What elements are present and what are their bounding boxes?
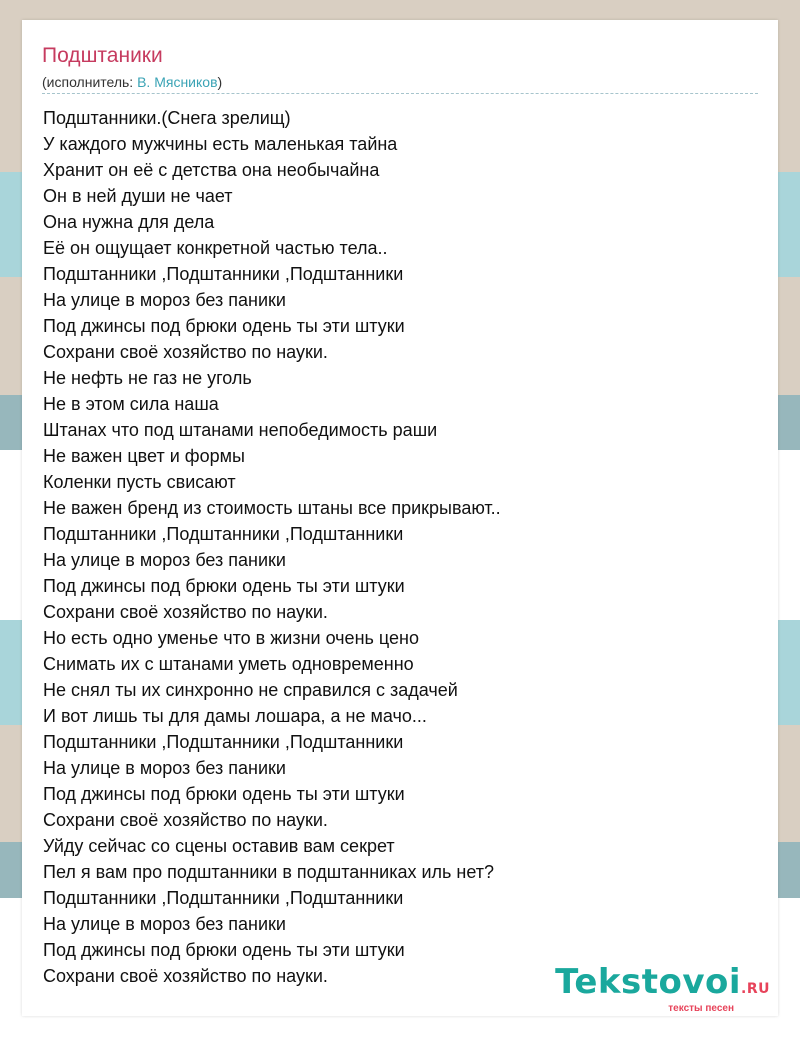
lyric-line: На улице в мороз без паники xyxy=(43,914,286,934)
lyric-line: Штанах что под штанами непобедимость раши xyxy=(43,420,438,440)
lyric-line: Не снял ты их синхронно не справился с задачей xyxy=(43,680,458,700)
lyric-line: Её он ощущает конкретной частью тела.. xyxy=(43,238,388,258)
dashed-divider xyxy=(42,93,758,94)
logo-wordmark xyxy=(555,962,770,1009)
lyric-line: Под джинсы под брюки одень ты эти штуки xyxy=(43,784,405,804)
lyric-line: Сохрани своё хозяйство по науки. xyxy=(43,966,328,986)
lyric-line: Подштанники ,Подштанники ,Подштанники xyxy=(43,524,404,544)
lyrics-card xyxy=(22,20,778,1016)
logo-main-text: Tekstovoi xyxy=(555,962,742,1002)
lyric-line: Уйду сейчас со сцены оставив вам секрет xyxy=(43,836,395,856)
lyric-line: Не важен цвет и формы xyxy=(43,446,245,466)
lyric-line: Подштанники ,Подштанники ,Подштанники xyxy=(43,732,404,752)
lyric-line: На улице в мороз без паники xyxy=(43,290,286,310)
lyric-line: И вот лишь ты для дамы лошара, а не мачо... xyxy=(43,706,427,726)
song-title: Подштаники xyxy=(42,44,163,67)
lyric-line: Хранит он её с детства она необычайна xyxy=(43,160,380,180)
lyrics-body xyxy=(43,105,759,989)
lyric-line: Подштанники.(Снега зрелищ) xyxy=(43,108,291,128)
lyric-line: Сохрани своё хозяйство по науки. xyxy=(43,810,328,830)
lyric-line: Под джинсы под брюки одень ты эти штуки xyxy=(43,576,405,596)
lyric-line: Он в ней души не чает xyxy=(43,186,233,206)
artist-link[interactable]: В. Мясников xyxy=(137,74,218,90)
logo-suffix: .RU xyxy=(741,981,770,997)
lyric-line: Сохрани своё хозяйство по науки. xyxy=(43,602,328,622)
lyric-line: Подштанники ,Подштанники ,Подштанники xyxy=(43,888,404,908)
artist-suffix: ) xyxy=(217,74,223,90)
logo-tagline: тексты песен xyxy=(668,1003,734,1014)
lyric-line: Коленки пусть свисают xyxy=(43,472,236,492)
lyric-line: Сохрани своё хозяйство по науки. xyxy=(43,342,328,362)
lyric-line: Не в этом сила наша xyxy=(43,394,219,414)
lyric-line: Но есть одно уменье что в жизни очень цено xyxy=(43,628,419,648)
lyric-line: На улице в мороз без паники xyxy=(43,758,286,778)
lyric-line: На улице в мороз без паники xyxy=(43,550,286,570)
lyric-line: Она нужна для дела xyxy=(43,212,215,232)
lyric-line: Под джинсы под брюки одень ты эти штуки xyxy=(43,940,405,960)
lyric-line: Под джинсы под брюки одень ты эти штуки xyxy=(43,316,405,336)
lyric-line: Подштанники ,Подштанники ,Подштанники xyxy=(43,264,404,284)
lyric-line: Пел я вам про подштанники в подштанниках иль нет? xyxy=(43,862,495,882)
lyric-line: Не важен бренд из стоимость штаны все прикрывают.. xyxy=(43,498,501,518)
lyric-line: Не нефть не газ не уголь xyxy=(43,368,252,388)
lyric-line: У каждого мужчины есть маленькая тайна xyxy=(43,134,398,154)
site-logo[interactable] xyxy=(555,962,770,1014)
artist-prefix: (исполнитель: xyxy=(42,74,138,90)
lyric-line: Снимать их с штанами уметь одновременно xyxy=(43,654,414,674)
artist-line xyxy=(42,74,222,90)
